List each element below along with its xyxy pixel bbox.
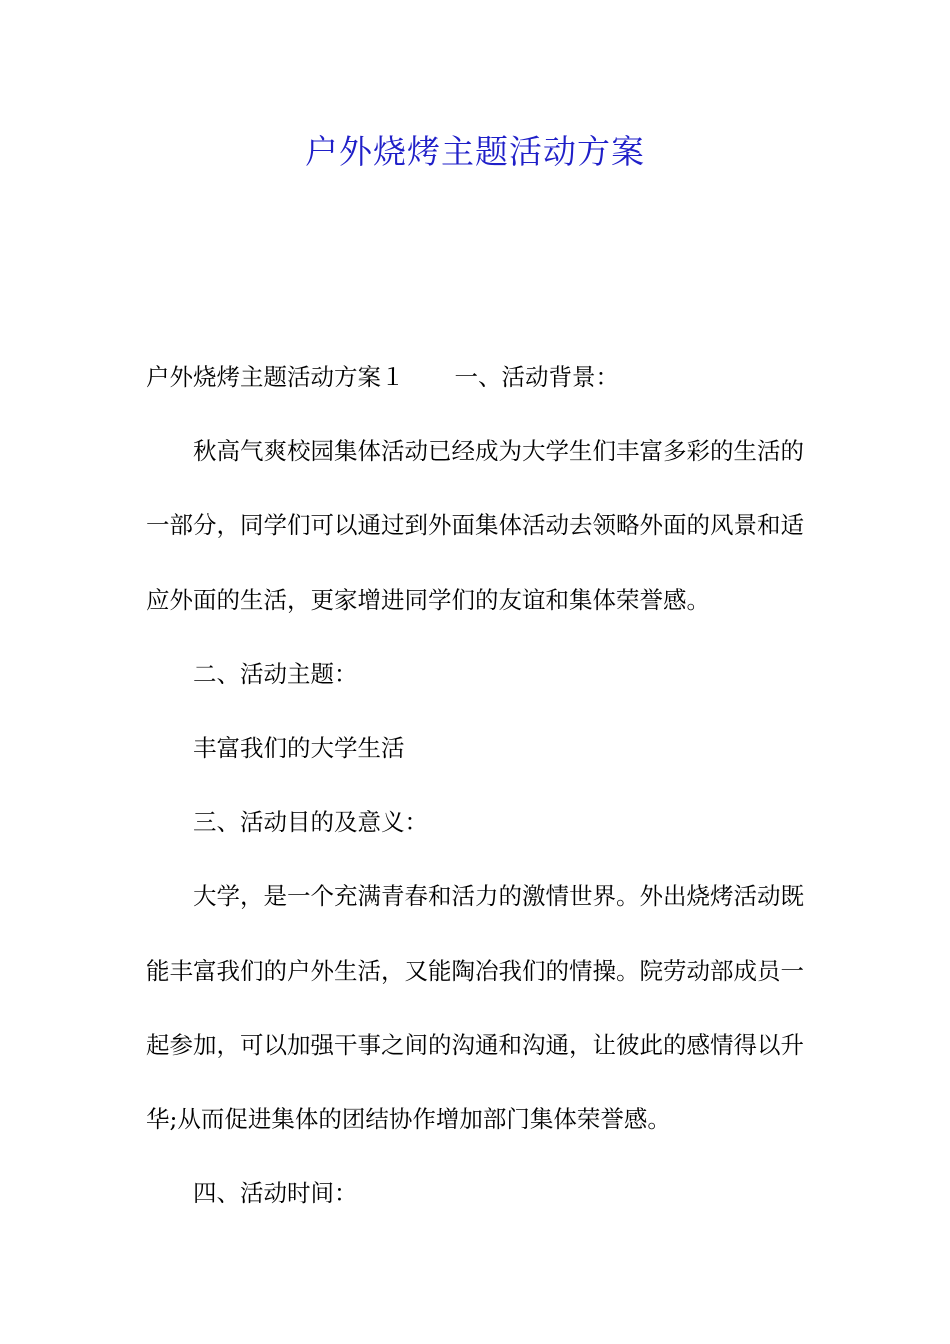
- section-heading-time: 四、活动时间：: [193, 1179, 358, 1208]
- document-body: [146, 340, 806, 1230]
- paragraph-theme: 丰富我们的大学生活: [193, 734, 405, 763]
- section-heading-background: 一、活动背景：: [454, 363, 619, 391]
- heading-line: [146, 340, 806, 414]
- section-heading-theme: 二、活动主题：: [193, 659, 358, 688]
- section-heading-purpose: 三、活动目的及意义：: [193, 808, 428, 837]
- plan-name: 户外烧烤主题活动方案１: [146, 363, 405, 391]
- document-title: 户外烧烤主题活动方案: [305, 132, 645, 171]
- paragraph-background: 秋高气爽校园集体活动已经成为大学生们丰富多彩的生活的一部分，同学们可以通过到外面集体活动去领略外面的风景和适应外面的生活，更家增进同学们的友谊和集体荣誉感。: [146, 437, 804, 614]
- paragraph-purpose: 大学，是一个充满青春和活力的激情世界。外出烧烤活动既能丰富我们的户外生活，又能陶冶我们的情操。院劳动部成员一起参加，可以加强干事之间的沟通和沟通，让彼此的感情得以升华;从而促进集体的团结协作增加部门集体荣誉感。: [146, 882, 804, 1134]
